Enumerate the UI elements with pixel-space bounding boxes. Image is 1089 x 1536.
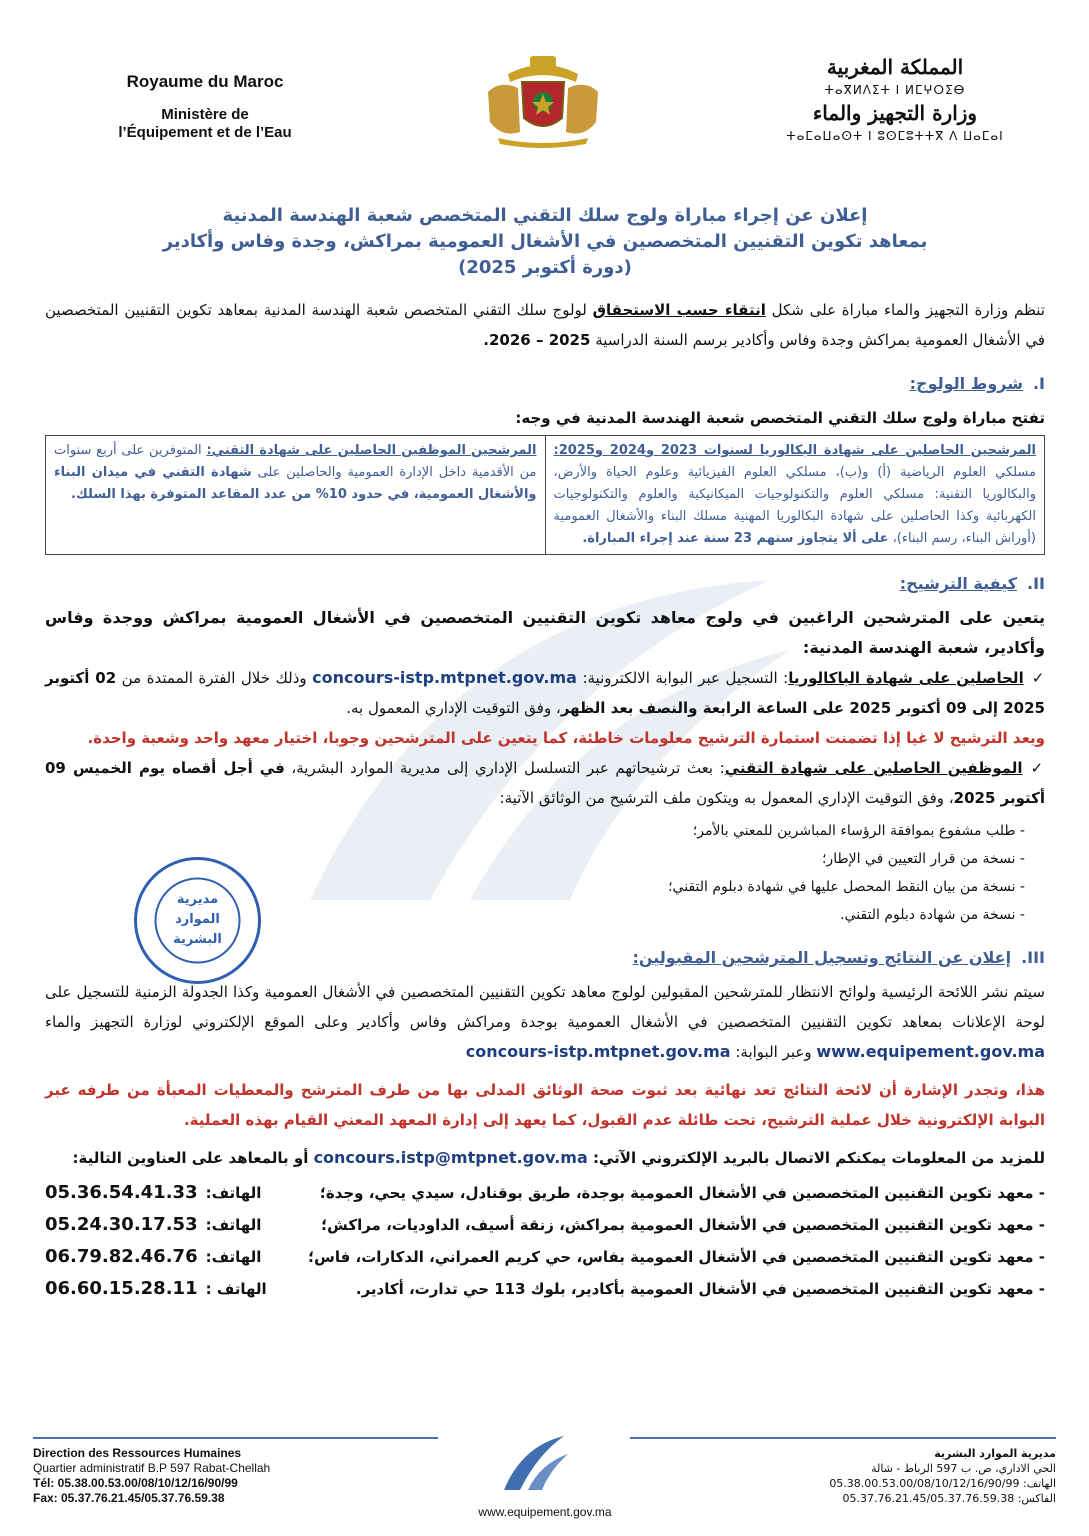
conditions-employee-cell: المرشحين الموظفين الحاصلين على شهادة التقني: المتوفرين على أربع سنوات من الأقدمية داخل الإدارة العمومية والحاصلين على شهادة التقني في ميدان البناء والأشغال العمومية، في حدود 10% من عدد المقاعد المتوفرة بهذا السلك. [46, 436, 546, 555]
list-item: - معهد تكوين التقنيين المتخصصين في الأشغال العمومية بأكادير، بلوك 113 حي تدارت، أكادير. الهاتف :06.60.15.28.11 [45, 1278, 1045, 1299]
hr-directorate-stamp [130, 853, 265, 988]
list-item: - نسخة من قرار التعيين في الإطار؛ [45, 845, 1025, 873]
footer-divider-right [630, 1437, 1056, 1439]
header-fr-kingdom: Royaume du Maroc [126, 72, 284, 91]
header-french [60, 72, 350, 142]
check-icon: ✓ [1030, 759, 1045, 777]
footer-french-address: Direction des Ressources Humaines Quartier administratif B.P 597 Rabat-Chellah Tél: 05.38.00.53.00/08/10/12/16/90/99 Fax: 05.37.76.21.45/05.37.76.59.38 [33, 1446, 271, 1505]
employee-candidates-item: ✓الموظفين الحاصلين على شهادة التقني: بعث ترشيحاتهم عبر التسلسل الإداري إلى مديرية الموارد البشرية، في أجل أقصاه يوم الخميس 09 أكتوبر 2025، وفق التوقيت الإداري المعمول به ويتكون ملف الترشيح من الوثائق الآتية: [45, 759, 1045, 807]
footer-divider-left [33, 1437, 438, 1439]
candidacy-warning: ويعد الترشيح لا غيا إذا تضمنت استمارة الترشيح معلومات خاطئة، كما يتعين على المترشحين وجوبا، اختيار معهد واحد وشعبة واحدة. [87, 729, 1045, 747]
portal-link[interactable]: concours-istp.mtpnet.gov.ma [312, 668, 577, 687]
svg-text:الموارد: الموارد [175, 912, 220, 927]
list-item: - طلب مشفوع بموافقة الرؤساء المباشرين للمعني بالأمر؛ [45, 817, 1025, 845]
header-fr-ministry: Ministère de l’Équipement et de l’Eau [118, 106, 292, 141]
intro-paragraph: تنظم وزارة التجهيز والماء مباراة على شكل انتقاء حسب الاستحقاق لولوج سلك التقني المتخصص شعبة الهندسة المدنية بمعاهد تكوين التقنيين المتخصصين في الأشغال العمومية بمراكش وجدة وفاس وأكادير برسم السنة الدراسية 2025 – 2026. [45, 301, 1045, 349]
header-tifinagh-ministry: ⵜⴰⵎⴰⵡⴰⵙⵜ ⵏ ⵓⵙⵎⵓⵜⵜⴳ ⴷ ⵡⴰⵎⴰⵏ [786, 129, 1004, 143]
svg-text:البشرية: البشرية [173, 932, 222, 947]
contact-email-link[interactable]: concours.istp@mtpnet.gov.ma [313, 1148, 588, 1167]
list-item: - معهد تكوين التقنيين المتخصصين في الأشغال العمومية بوجدة، طريق بوقنادل، سيدي يحي، وجدة؛ الهاتف:05.36.54.41.33 [45, 1182, 1045, 1203]
footer-arabic-address: مديرية الموارد البشرية الحي الاداري، ص. ب 597 الرباط - شالة الهاتف: 05.38.00.53.00/08/10/12/16/90/99 الفاكس: 05.37.76.21.45/05.37.76.59.38 [829, 1447, 1056, 1505]
section-3-heading: III.إعلان عن النتائج وتسجيل المترشحين المقبولين: [632, 948, 1045, 967]
section-1-lead: تفتح مباراة ولوج سلك التقني المتخصص شعبة الهندسة المدنية في وجه: [515, 409, 1045, 427]
section-2-heading: II.كيفية الترشيح: [899, 574, 1045, 593]
results-warning: هذا، وتجدر الإشارة أن لائحة النتائج تعد نهائية بعد ثبوت صحة الوثائق المدلى بها من طرف المترشح والمعطيات المعبأة من طرفه عبر البوابة الإلكترونية خلال عملية الترشيح، تحت طائلة عدم القبول، كما يعهد إلى إدارة المعهد المعني القيام بهذه العملية. [45, 1081, 1045, 1129]
contact-paragraph: للمزيد من المعلومات يمكنكم الاتصال بالبريد الإلكتروني الآتي: concours.istp@mtpnet.gov.ma أو بالمعاهد على العناوين التالية: [72, 1148, 1045, 1167]
conditions-bac-cell: المرشحين الحاصلين على شهادة البكالوريا لسنوات 2023 و2024 و2025: مسلكي العلوم الرياضية (أ) و(ب)، مسلكي العلوم الفيزيائية وعلوم الحياة والأرض، والبكالوريا التقنية: مسلكي العلوم والتكنولوجيات الميكانيكية والعلوم والتكنولوجيات الكهربائية وكذا الحاصلين على شهادة البكالوريا المهنية مسلك البناء والأشغال العمومية (أوراش البناء، رسم البناء)، على ألا يتجاوز سنهم 23 سنة عند إجراء المباراة. [545, 436, 1045, 555]
header-ar-kingdom: المملكة المغربية [826, 55, 964, 79]
list-item: - نسخة من شهادة دبلوم التقني. [45, 901, 1025, 929]
header-tifinagh-kingdom: ⵜⴰⴳⵍⴷⵉⵜ ⵏ ⵍⵎⵖⵔⵉⴱ [824, 83, 966, 97]
list-item: - معهد تكوين التقنيين المتخصصين في الأشغال العمومية بمراكش، زنقة أسيف، الداوديات، مراكش؛ الهاتف:05.24.30.17.53 [45, 1214, 1045, 1235]
footer-website[interactable]: www.equipement.gov.ma [478, 1505, 612, 1519]
portal-link[interactable]: concours-istp.mtpnet.gov.ma [465, 1042, 731, 1061]
institutes-list [45, 1177, 1045, 1305]
header-ar-ministry: وزارة التجهيز والماء [812, 101, 978, 125]
announcement-title: إعلان عن إجراء مباراة ولوج سلك التقني المتخصص شعبة الهندسة المدنية بمعاهد تكوين التقنيين المتخصصين في الأشغال العمومية بمراكش، وجدة وفاس وأكادير (دورة أكتوبر 2025) [162, 205, 928, 278]
announcement-body [45, 295, 1045, 1305]
check-icon: ✓ [1031, 669, 1046, 687]
section-2-lead: يتعين على المترشحين الراغبين في ولوج معاهد تكوين التقنيين المتخصصين في الأشغال العمومية بمراكش ووجدة وفاس وأكادير، شعبة الهندسة المدنية: [45, 608, 1045, 657]
svg-text:مديرية: مديرية [176, 892, 219, 907]
list-item: - معهد تكوين التقنيين المتخصصين في الأشغال العمومية بفاس، حي كريم العمراني، الدكارات، فاس؛ الهاتف:06.79.82.46.76 [45, 1246, 1045, 1267]
ministry-logo-icon [498, 1432, 570, 1492]
royal-coat-of-arms-icon [478, 52, 608, 148]
list-item: - نسخة من بيان النقط المحصل عليها في شهادة دبلوم التقني؛ [45, 873, 1025, 901]
header-arabic [750, 55, 1040, 143]
section-1-heading: I.شروط الولوج: [909, 374, 1045, 393]
results-paragraph: سيتم نشر اللائحة الرئيسية ولوائح الانتظار للمترشحين المقبولين لولوج معاهد تكوين التقنيين المتخصصين في الأشغال العمومية وكذا الجدولة الزمنية للتسجيل على لوحة الإعلانات بمعاهد تكوين التقنيين المتخصصين في الأشغال العمومية بوجدة ومراكش وفاس وأكادير وعلى الموقع الإلكتروني لوزارة التجهيز والماء www.equipement.gov.ma وعبر البوابة: concours-istp.mtpnet.gov.ma [45, 983, 1045, 1061]
bac-candidates-item: ✓الحاصلين على شهادة الباكالوريا: التسجيل عبر البوابة الالكترونية: concours-istp.mtpnet.gov.ma وذلك خلال الفترة الممتدة من 02 أكتوبر 2025 إلى 09 أكتوبر 2025 على الساعة الرابعة والنصف بعد الظهر، وفق التوقيت الإداري المعمول به. [45, 668, 1046, 717]
ministry-website-link[interactable]: www.equipement.gov.ma [816, 1042, 1045, 1061]
conditions-table [45, 435, 1045, 555]
